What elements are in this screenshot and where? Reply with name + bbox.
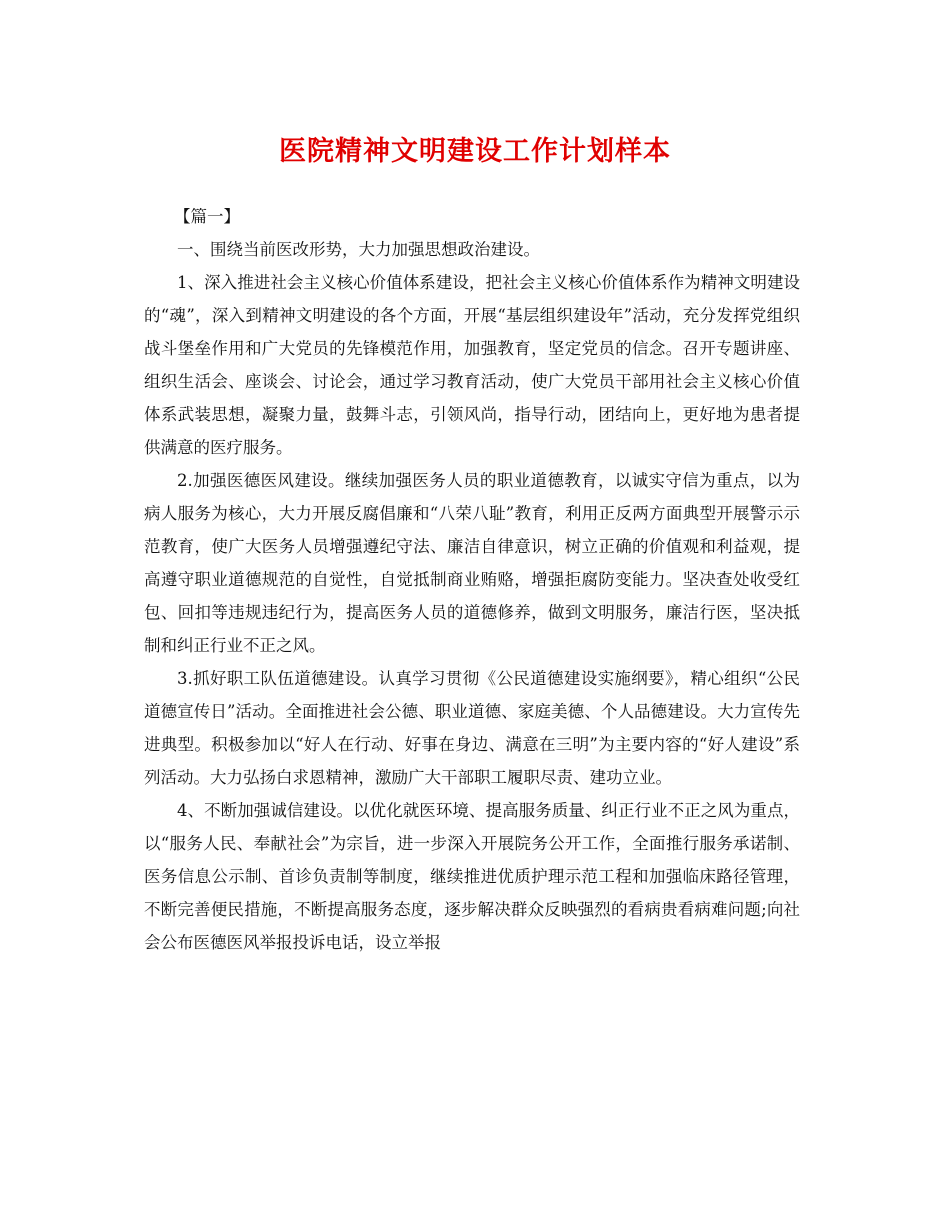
paragraph-item-3: 3.抓好职工队伍道德建设。认真学习贯彻《公民道德建设实施纲要》，精心组织“公民道德宣传日”活动。全面推进社会公德、职业道德、家庭美德、个人品德建设。大力宣传先进典型。积极参加以“好人在行动、好事在身边、满意在三明”为主要内容的“好人建设”系列活动。大力弘扬白求恩精神，激励广大干部职工履职尽责、建功立业。 — [144, 669, 800, 787]
paragraph-heading-1: 一、围绕当前医改形势，大力加强思想政治建设。 — [177, 240, 540, 259]
section-tag: 【篇一】 — [174, 207, 240, 226]
paragraph-item-4: 4、不断加强诚信建设。以优化就医环境、提高服务质量、纠正行业不正之风为重点，以“服务人民、奉献社会”为宗旨，进一步深入开展院务公开工作，全面推行服务承诺制、医务信息公示制、首诊负责制等制度，继续推进优质护理示范工程和加强临床路径管理，不断完善便民措施，不断提高服务态度，逐步解决群众反映强烈的看病贵看病难问题;向社会公布医德医风举报投诉电话，设立举报 — [144, 801, 800, 952]
paragraph-item-2: 2.加强医德医风建设。继续加强医务人员的职业道德教育，以诚实守信为重点，以为病人服务为核心，大力开展反腐倡廉和“八荣八耻”教育，利用正反两方面典型开展警示示范教育，使广大医务人员增强遵纪守法、廉洁自律意识，树立正确的价值观和利益观，提高遵守职业道德规范的自觉性，自觉抵制商业贿赂，增强拒腐防变能力。坚决查处收受红包、回扣等违规违纪行为，提高医务人员的道德修养，做到文明服务，廉洁行医，坚决抵制和纠正行业不正之风。 — [144, 471, 800, 655]
document-body — [144, 200, 800, 959]
document-title: 医院精神文明建设工作计划样本 — [279, 136, 671, 167]
paragraph-item-1: 1、深入推进社会主义核心价值体系建设，把社会主义核心价值体系作为精神文明建设的“魂”，深入到精神文明建设的各个方面，开展“基层组织建设年”活动，充分发挥党组织战斗堡垒作用和广大党员的先锋模范作用，加强教育，坚定党员的信念。召开专题讲座、组织生活会、座谈会、讨论会，通过学习教育活动，使广大党员干部用社会主义核心价值体系武装思想，凝聚力量，鼓舞斗志，引领风尚，指导行动，团结向上，更好地为患者提供满意的医疗服务。 — [144, 273, 800, 457]
